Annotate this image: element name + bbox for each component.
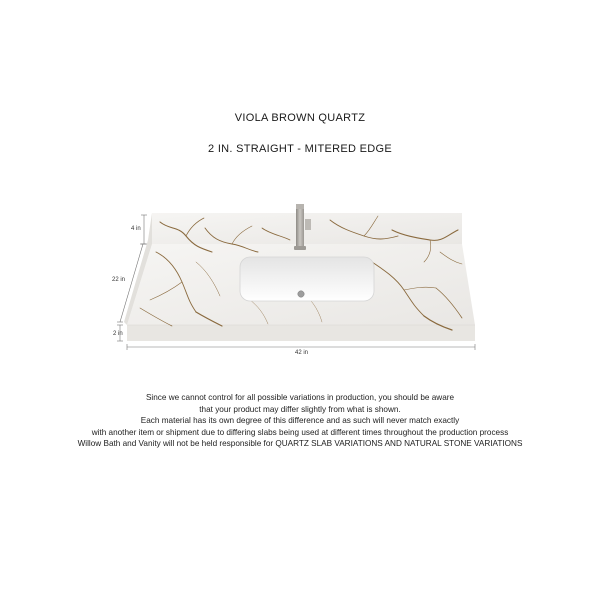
disclaimer-line: Since we cannot control for all possible variations in production, you should be aware — [145, 393, 455, 402]
disclaimer-line: Willow Bath and Vanity will not be held responsible for QUARTZ SLAB VARIATIONS AND NATURAL STONE VARIATIONS — [77, 439, 523, 448]
disclaimer-line: with another item or shipment due to differing slabs being used at different times throughout the production process — [91, 427, 509, 437]
disclaimer-line: Each material has its own degree of this difference and as such will never match exactly — [140, 416, 460, 425]
width-label: 42 in — [295, 350, 309, 356]
backsplash-height-label: 4 in — [131, 226, 141, 232]
variation-disclaimer — [0, 392, 600, 450]
disclaimer-line: that your product may differ slightly from what is shown. — [199, 404, 401, 414]
depth-label: 22 in — [112, 277, 126, 283]
undermount-sink — [240, 257, 374, 301]
product-title: VIOLA BROWN QUARTZ — [234, 112, 366, 124]
countertop-front-edge — [127, 325, 475, 341]
edge-thickness-label: 2 in — [113, 331, 123, 337]
edge-profile-label: 2 IN. STRAIGHT - MITERED EDGE — [208, 143, 392, 155]
sink-drain — [298, 291, 304, 297]
